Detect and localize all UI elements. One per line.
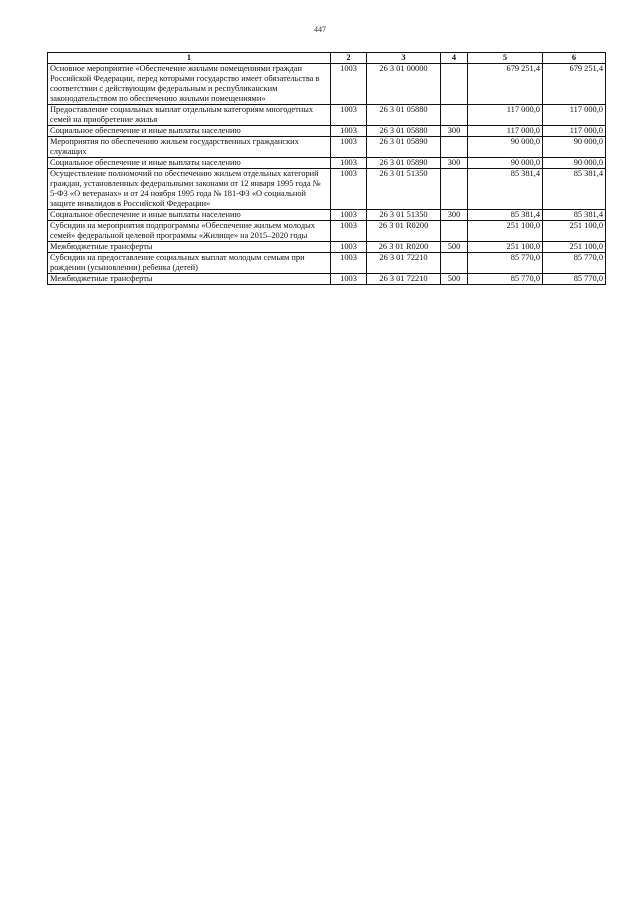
row-target: 26 3 01 72210 <box>367 253 441 274</box>
row-name: Социальное обеспечение и иные выплаты населению <box>48 158 331 169</box>
row-name: Основное мероприятие «Обеспечение жилыми помещениями граждан Российской Федерации, перед которыми государство имеет обязательства в соответствии с действующим федеральным и республиканским законодательством по обеспечению жилыми помещениями» <box>48 64 331 105</box>
table-row <box>48 126 606 137</box>
row-type: 500 <box>441 274 468 285</box>
table-row <box>48 242 606 253</box>
row-type <box>441 253 468 274</box>
row-target: 26 3 01 R0200 <box>367 221 441 242</box>
column-header-target: 3 <box>367 53 441 64</box>
table-header-row <box>48 53 606 64</box>
row-target: 26 3 01 05890 <box>367 137 441 158</box>
column-header-section: 2 <box>331 53 367 64</box>
row-target: 26 3 01 51350 <box>367 169 441 210</box>
table-row <box>48 253 606 274</box>
row-name: Осуществление полномочий по обеспечению жильем отдельных категорий граждан, установленных федеральными законами от 12 января 1995 года № 5-ФЗ «О ветеранах» и от 24 ноября 1995 года № 181-ФЗ «О социальной защите инвалидов в Российской Федерации» <box>48 169 331 210</box>
budget-table <box>47 52 606 285</box>
page-number: 447 <box>314 25 326 34</box>
row-amount-1: 679 251,4 <box>468 64 543 105</box>
row-name: Межбюджетные трансферты <box>48 274 331 285</box>
column-header-amount-2: 6 <box>543 53 606 64</box>
row-amount-2: 679 251,4 <box>543 64 606 105</box>
row-name: Межбюджетные трансферты <box>48 242 331 253</box>
row-amount-1: 117 000,0 <box>468 105 543 126</box>
row-target: 26 3 01 51350 <box>367 210 441 221</box>
row-section: 1003 <box>331 253 367 274</box>
row-name: Субсидии на мероприятия подпрограммы «Обеспечение жильем молодых семей» федеральной целевой программы «Жилище» на 2015–2020 годы <box>48 221 331 242</box>
row-amount-1: 90 000,0 <box>468 158 543 169</box>
column-header-type: 4 <box>441 53 468 64</box>
row-amount-2: 85 381,4 <box>543 169 606 210</box>
row-target: 26 3 01 R0200 <box>367 242 441 253</box>
row-section: 1003 <box>331 105 367 126</box>
row-type: 500 <box>441 242 468 253</box>
row-section: 1003 <box>331 64 367 105</box>
row-amount-1: 85 770,0 <box>468 274 543 285</box>
row-target: 26 3 01 05890 <box>367 158 441 169</box>
row-amount-2: 85 770,0 <box>543 274 606 285</box>
table-row <box>48 137 606 158</box>
row-type <box>441 64 468 105</box>
row-name: Мероприятия по обеспечению жильем государственных гражданских служащих <box>48 137 331 158</box>
row-type <box>441 221 468 242</box>
row-amount-1: 85 381,4 <box>468 210 543 221</box>
table-row <box>48 169 606 210</box>
row-section: 1003 <box>331 274 367 285</box>
row-section: 1003 <box>331 137 367 158</box>
row-section: 1003 <box>331 169 367 210</box>
row-type: 300 <box>441 210 468 221</box>
row-type <box>441 169 468 210</box>
row-amount-1: 85 381,4 <box>468 169 543 210</box>
row-amount-2: 85 770,0 <box>543 253 606 274</box>
row-name: Социальное обеспечение и иные выплаты населению <box>48 210 331 221</box>
row-type: 300 <box>441 158 468 169</box>
row-amount-1: 251 100,0 <box>468 242 543 253</box>
table-row <box>48 274 606 285</box>
row-amount-2: 90 000,0 <box>543 158 606 169</box>
row-amount-2: 117 000,0 <box>543 126 606 137</box>
row-type <box>441 105 468 126</box>
row-section: 1003 <box>331 126 367 137</box>
row-name: Предоставление социальных выплат отдельным категориям многодетных семей на приобретение жилья <box>48 105 331 126</box>
row-amount-1: 117 000,0 <box>468 126 543 137</box>
table-row <box>48 210 606 221</box>
row-target: 26 3 01 72210 <box>367 274 441 285</box>
row-amount-2: 251 100,0 <box>543 242 606 253</box>
row-amount-1: 85 770,0 <box>468 253 543 274</box>
row-amount-2: 90 000,0 <box>543 137 606 158</box>
row-target: 26 3 01 05880 <box>367 105 441 126</box>
table-row <box>48 64 606 105</box>
row-section: 1003 <box>331 158 367 169</box>
table-row <box>48 105 606 126</box>
row-amount-1: 251 100,0 <box>468 221 543 242</box>
row-type: 300 <box>441 126 468 137</box>
row-name: Социальное обеспечение и иные выплаты населению <box>48 126 331 137</box>
row-target: 26 3 01 00000 <box>367 64 441 105</box>
row-section: 1003 <box>331 210 367 221</box>
column-header-amount-1: 5 <box>468 53 543 64</box>
row-type <box>441 137 468 158</box>
row-target: 26 3 01 05880 <box>367 126 441 137</box>
row-amount-2: 251 100,0 <box>543 221 606 242</box>
row-section: 1003 <box>331 221 367 242</box>
row-amount-2: 117 000,0 <box>543 105 606 126</box>
row-amount-2: 85 381,4 <box>543 210 606 221</box>
column-header-name: 1 <box>48 53 331 64</box>
row-section: 1003 <box>331 242 367 253</box>
row-amount-1: 90 000,0 <box>468 137 543 158</box>
table-row <box>48 158 606 169</box>
table-row <box>48 221 606 242</box>
row-name: Субсидии на предоставление социальных выплат молодым семьям при рождении (усыновлении) ребенка (детей) <box>48 253 331 274</box>
